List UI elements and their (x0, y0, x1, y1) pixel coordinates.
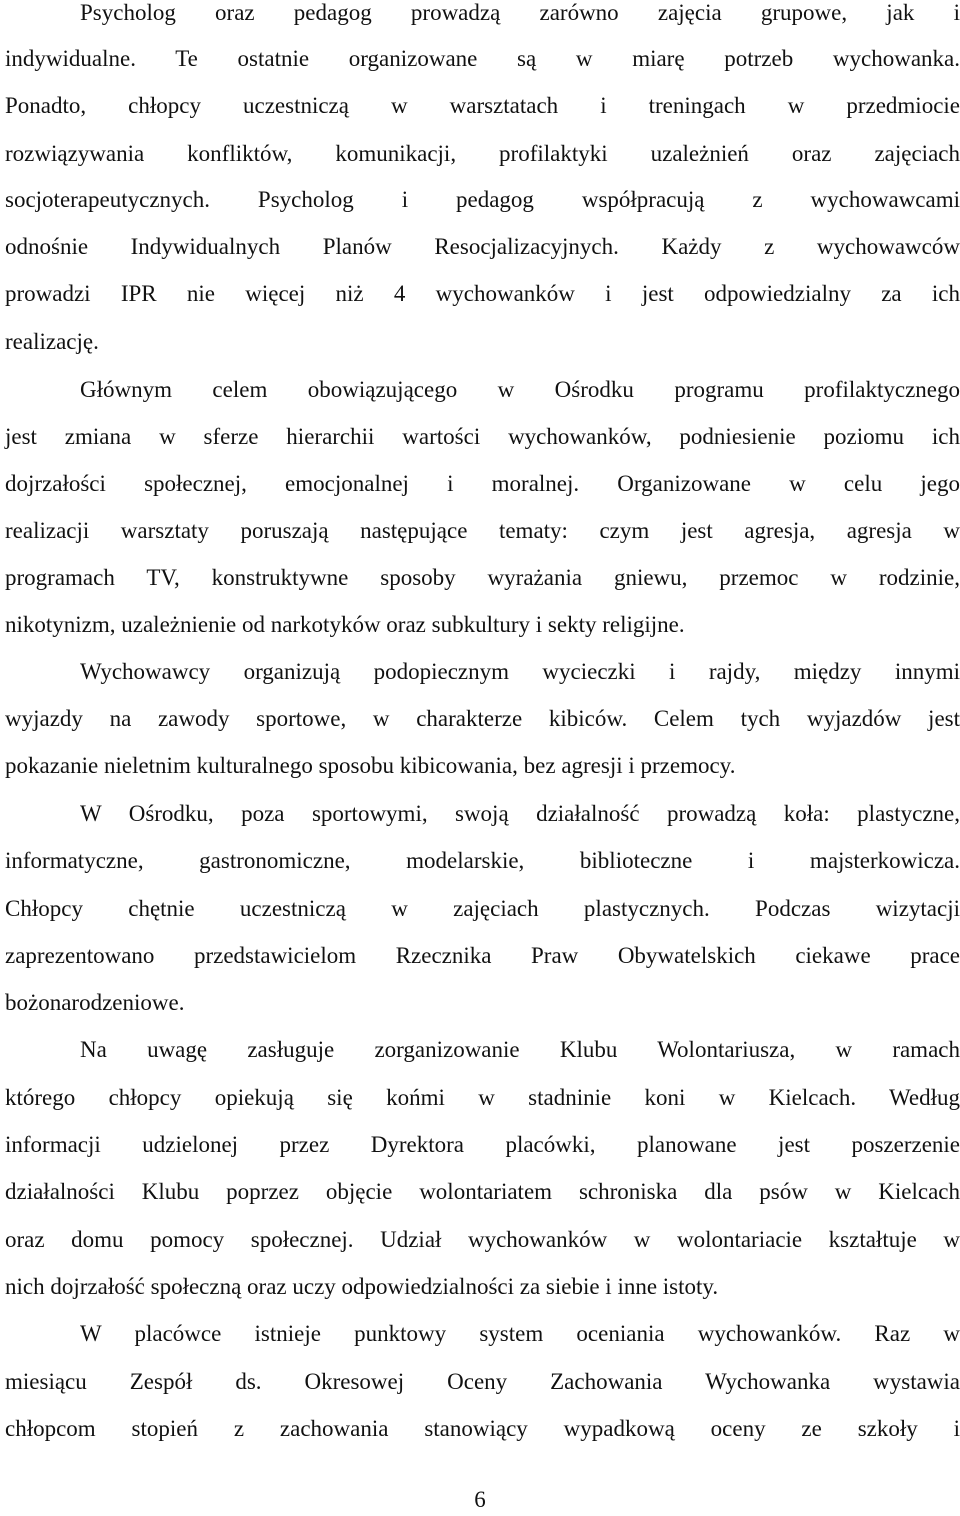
text-line: programach TV, konstruktywne sposoby wyrażania gniewu, przemoc w rodzinie, (5, 565, 960, 590)
text-line: indywidualne. Te ostatnie organizowane są w miarę potrzeb wychowanka. (5, 46, 960, 71)
text-line: dojrzałości społecznej, emocjonalnej i moralnej. Organizowane w celu jego (5, 471, 960, 496)
text-line: miesiącu Zespół ds. Okresowej Oceny Zachowania Wychowanka wystawia (5, 1369, 960, 1394)
text-line: nikotynizm, uzależnienie od narkotyków oraz subkultury i sekty religijne. (5, 612, 685, 637)
text-line: odnośnie Indywidualnych Planów Resocjalizacyjnych. Każdy z wychowawców (5, 234, 960, 259)
page-number: 6 (474, 1487, 486, 1512)
text-line: realizację. (5, 329, 99, 354)
text-line: socjoterapeutycznych. Psycholog i pedagog współpracują z wychowawcami (5, 187, 960, 212)
text-line: oraz domu pomocy społecznej. Udział wychowanków w wolontariacie kształtuje w (5, 1227, 960, 1252)
text-line: działalności Klubu poprzez objęcie wolontariatem schroniska dla psów w Kielcach (5, 1179, 960, 1204)
text-line: którego chłopcy opiekują się końmi w stadninie koni w Kielcach. Według (5, 1085, 960, 1110)
text-line: wyjazdy na zawody sportowe, w charakterze kibiców. Celem tych wyjazdów jest (5, 706, 960, 731)
text-line: rozwiązywania konfliktów, komunikacji, profilaktyki uzależnień oraz zajęciach (5, 141, 960, 166)
text-line: chłopcom stopień z zachowania stanowiący wypadkową oceny ze szkoły i (5, 1416, 960, 1441)
text-line: prowadzi IPR nie więcej niż 4 wychowanków i jest odpowiedzialny za ich (5, 281, 960, 306)
text-line: Głównym celem obowiązującego w Ośrodku programu profilaktycznego (80, 377, 960, 402)
text-line: Chłopcy chętnie uczestniczą w zajęciach plastycznych. Podczas wizytacji (5, 896, 960, 921)
text-line: Psycholog oraz pedagog prowadzą zarówno zajęcia grupowe, jak i (80, 0, 960, 25)
text-line: Na uwagę zasługuje zorganizowanie Klubu Wolontariusza, w ramach (80, 1037, 960, 1062)
text-line: Wychowawcy organizują podopiecznym wycieczki i rajdy, między innymi (80, 659, 960, 684)
text-line: jest zmiana w sferze hierarchii wartości wychowanków, podniesienie poziomu ich (5, 424, 960, 449)
text-line: Ponadto, chłopcy uczestniczą w warsztatach i treningach w przedmiocie (5, 93, 960, 118)
text-line: realizacji warsztaty poruszają następujące tematy: czym jest agresja, agresja w (5, 518, 960, 543)
text-line: bożonarodzeniowe. (5, 990, 185, 1015)
text-line: zaprezentowano przedstawicielom Rzecznika Praw Obywatelskich ciekawe prace (5, 943, 960, 968)
text-line: nich dojrzałość społeczną oraz uczy odpowiedzialności za siebie i inne istoty. (5, 1274, 719, 1299)
text-line: W placówce istnieje punktowy system oceniania wychowanków. Raz w (80, 1321, 960, 1346)
text-line: pokazanie nieletnim kulturalnego sposobu kibicowania, bez agresji i przemocy. (5, 753, 736, 778)
text-line: informatyczne, gastronomiczne, modelarskie, biblioteczne i majsterkowicza. (5, 848, 960, 873)
text-line: W Ośrodku, poza sportowymi, swoją działalność prowadzą koła: plastyczne, (80, 801, 960, 826)
text-line: informacji udzielonej przez Dyrektora placówki, planowane jest poszerzenie (5, 1132, 960, 1157)
